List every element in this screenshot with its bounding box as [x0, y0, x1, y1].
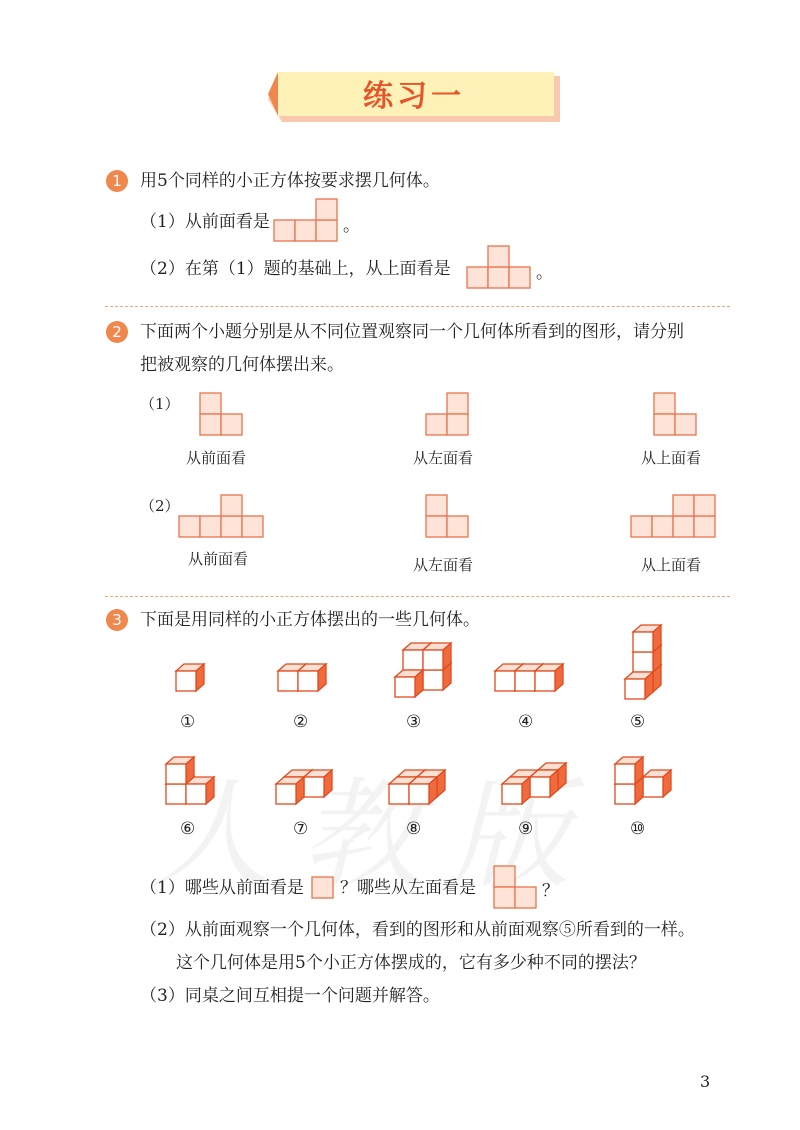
- page-number: 3: [700, 1072, 711, 1091]
- q3-text: 下面是用同样的小正方体摆出的一些几何体。: [140, 610, 480, 630]
- q3-sub1-part-b: ？哪些从左面看是: [340, 878, 476, 898]
- cube-s7-2: [276, 777, 304, 804]
- q2-p1-caption-front: 从前面看: [186, 449, 247, 467]
- q3-sub1-part-c: ？: [542, 881, 559, 901]
- cube-s8-3: [409, 777, 437, 804]
- solid-label-6: ⑥: [180, 819, 196, 839]
- q2-p1-caption-top: 从上面看: [641, 449, 702, 467]
- q3-square-figure: [311, 876, 335, 900]
- solid-label-7: ⑦: [293, 819, 309, 839]
- q2-p2-caption-left: 从左面看: [413, 556, 474, 574]
- question-number-1: 1: [106, 170, 128, 192]
- q1-text: 用5个同样的小正方体按要求摆几何体。: [140, 171, 440, 191]
- question-number-2: 2: [106, 321, 128, 343]
- cube-s5-2: [633, 625, 661, 652]
- q2-line2: 把被观察的几何体摆出来。: [140, 355, 344, 375]
- cube-s10-0: [643, 770, 671, 797]
- q2-p2-caption-front: 从前面看: [188, 550, 249, 568]
- cube-s1-0: [176, 664, 204, 691]
- solid-label-1: ①: [180, 712, 196, 732]
- cube-s9-2: [530, 770, 558, 797]
- q2-p2-caption-top: 从上面看: [641, 556, 702, 574]
- solid-label-10: ⑩: [630, 819, 646, 839]
- cube-s3-3: [423, 643, 451, 670]
- q3-sub2-line1: （2）从前面观察一个几何体，看到的图形和从前面观察⑤所看到的一样。: [140, 920, 695, 940]
- q1-sub1-label: （1）从前面看是: [140, 212, 270, 232]
- q2-p1-caption-left: 从左面看: [413, 449, 474, 467]
- cube-s4-2: [535, 664, 563, 691]
- q2-part1-label: （1）: [140, 395, 180, 413]
- q2-part2-label: （2）: [140, 497, 180, 515]
- page-title: 练习一: [363, 79, 465, 114]
- solid-label-4: ④: [518, 712, 534, 732]
- cube-s6-2: [166, 757, 194, 784]
- cube-s5-3: [625, 672, 653, 699]
- q3-sub2-line2: 这个几何体是用5个小正方体摆成的，它有多少种不同的摆法？: [176, 953, 646, 973]
- q1-sub2-end: 。: [536, 263, 553, 283]
- cube-s2-1: [298, 664, 326, 691]
- cube-s10-2: [615, 757, 643, 784]
- q1-sub2-label: （2）在第（1）题的基础上，从上面看是: [140, 259, 451, 279]
- solid-label-5: ⑤: [630, 712, 646, 732]
- q3-l-figure: [493, 865, 539, 911]
- solid-label-9: ⑨: [518, 819, 534, 839]
- q3-sub3: （3）同桌之间互相提一个问题并解答。: [140, 986, 440, 1006]
- q1-sub1-end: 。: [343, 216, 360, 236]
- cube-s9-3: [502, 777, 530, 804]
- cube-s7-1: [304, 770, 332, 797]
- cube-s3-4: [395, 670, 423, 697]
- q2-line1: 下面两个小题分别是从不同位置观察同一个几何体所看到的图形，请分别: [140, 322, 684, 342]
- solid-label-8: ⑧: [406, 819, 422, 839]
- solid-label-2: ②: [293, 712, 309, 732]
- question-number-3: 3: [106, 609, 128, 631]
- q3-sub1-part-a: （1）哪些从前面看是: [140, 878, 304, 898]
- solid-label-3: ③: [406, 712, 422, 732]
